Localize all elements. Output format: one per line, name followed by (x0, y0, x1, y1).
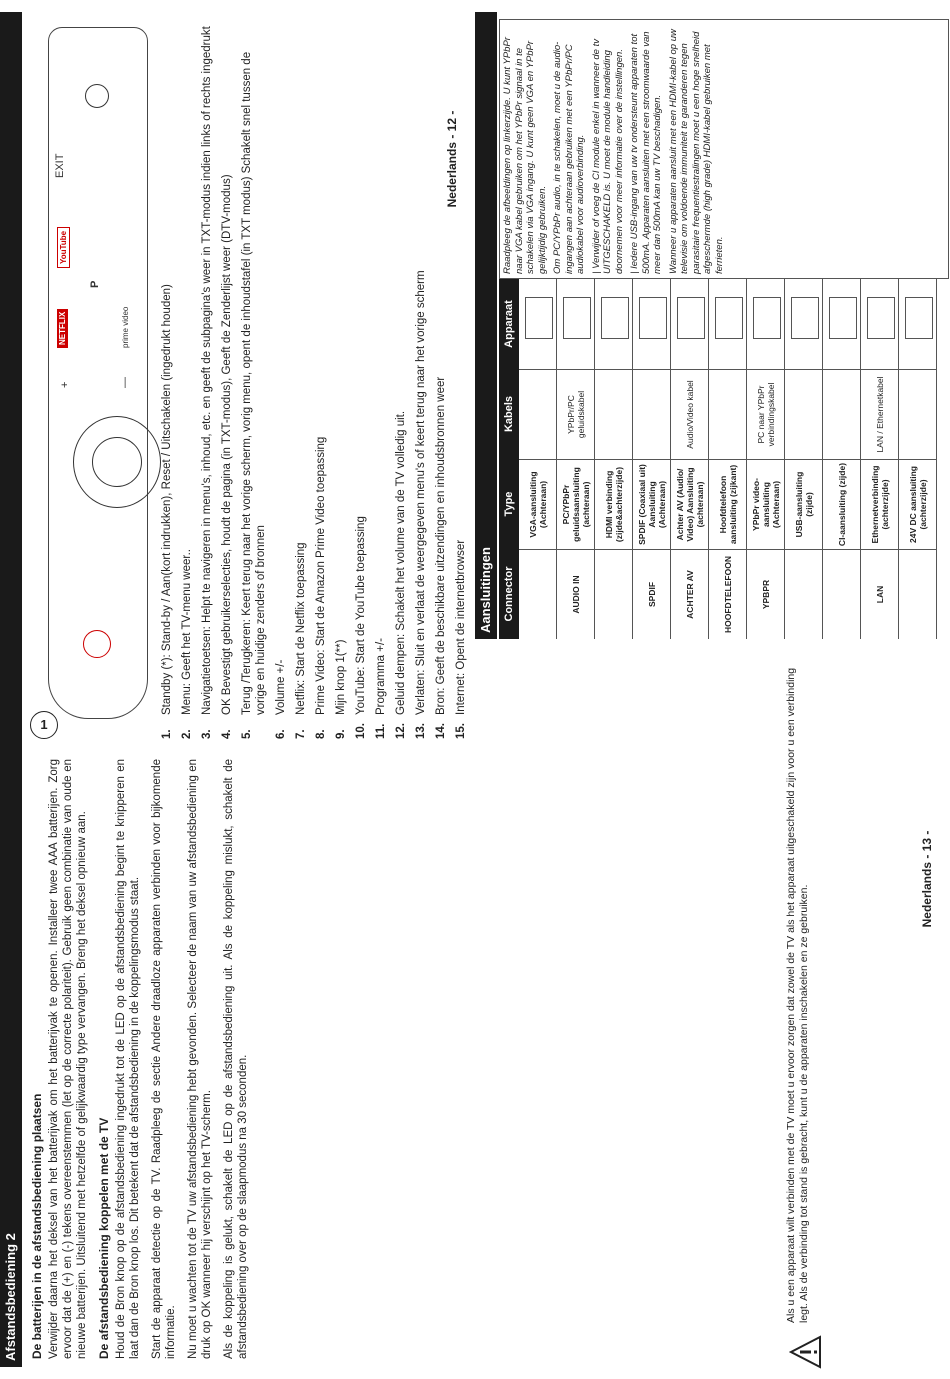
power-icon (83, 630, 111, 658)
table-cell-cable (633, 369, 671, 459)
table-cell-cable: Audio/Video kabel (671, 369, 709, 459)
warning-text: Als u een apparaat wilt verbinden met de TV moet u ervoor zorgen dat zowel de TV als het apparaat uitgeschakeld zijn voor u een verbinding legt. Als de verbinding tot stand is gebracht, kunt u de apparaten inschakelen en ze gebruiken. (785, 667, 810, 1323)
netflix-button: NETFLIX (57, 309, 68, 348)
table-cell-type: USB-aansluiting (zijde) (785, 459, 823, 549)
table-cell-cable: PC naar YPbPr verbindingskabel (747, 369, 785, 459)
device-image (715, 297, 743, 339)
table-row (709, 279, 747, 639)
table-cell-connector: AUDIO IN (557, 549, 595, 639)
table-cell-cable (709, 369, 747, 459)
column-header: Kabels (503, 395, 515, 433)
ok-button (92, 437, 142, 487)
connections-grid (499, 9, 949, 639)
list-item: 9. Mijn knop 1(**) (335, 639, 347, 739)
list-item: 14. Bron: Geeft de beschikbare uitzendingen en inhoudsbronnen weer (435, 376, 447, 739)
list-item: 13. Verlaten: Sluit en verlaat de weergegeven menu's of keert terug naar het vorige scherm (415, 270, 427, 739)
table-cell-type: YPbPr video-aansluiting (Achteraan) (747, 459, 785, 549)
table-cell-type: Ethernetverbinding (achterzijde) (861, 459, 899, 549)
table-cell-cable (595, 369, 633, 459)
table-row (595, 279, 633, 639)
pairing-p2: Start de apparaat detectie op de TV. Raadpleeg de sectie Andere draadloze apparaten verbinden voor bijkomende informatie. (151, 759, 177, 1359)
instructions (30, 759, 258, 1359)
column-header: Connector (503, 566, 515, 622)
table-cell-cable: YPbPr/PC geluidskabel (557, 369, 595, 459)
list-item: 4. OK Bevestigt gebruikerselecties, houdt de pagina (in TXT-modus), Geeft de Zenderlijst weer (DTV-modus) (221, 174, 233, 739)
device-image (867, 297, 895, 339)
table-cell-cable (823, 369, 861, 459)
table-cell-connector: SPDIF (633, 549, 671, 639)
left-footer: Nederlands - 12 - (445, 110, 459, 208)
table-row (861, 279, 899, 639)
table-cell-connector (899, 549, 937, 639)
device-image (905, 297, 933, 339)
device-image (677, 297, 705, 339)
table-row (823, 279, 861, 639)
right-page (475, 0, 950, 1379)
table-row (747, 279, 785, 639)
table-row (633, 279, 671, 639)
batteries-text: Verwijder daarna het deksel van het batterijvak om het batterijvak te openen. Installeer twee AAA batterijen. Zorg ervoor dat de (+) en (-) tekens overeenstemmen (let op de correcte polariteit). Gebruik geen combinatie van oude en nieuwe batterijen. Uitsluitend met hetzelfde of gelijkwaardig type vervangen. Breng het deksel opnieuw aan. (48, 759, 88, 1359)
table-row (519, 279, 557, 639)
table-cell-cable (899, 369, 937, 459)
table-cell-type: Hoofdtelefoon aansluiting (zijkant) (709, 459, 747, 549)
description-paragraph: Om PC/YPbPr audio, in te schakelen, moet u de audio-ingangen aan achteraan gebruiken met een YPbPr/PC audiokabel voor audioverbinding. (552, 41, 586, 274)
description-paragraph: | Iedere USB-ingang van uw tv ondersteunt apparaten tot 500mA. Apparaten aansluiten met een stroomwaarde van meer dan 500mA kan uw TV beschadigen. (629, 31, 663, 274)
exit-label: EXIT (54, 153, 66, 178)
table-cell-connector: LAN (861, 549, 899, 639)
pairing-p4: Als de koppeling is gelukt, schakelt de LED op de afstandsbediening uit. Als de koppeling mislukt, schakelt de afstandsbediening over op de slaapmodus na 30 seconden. (223, 759, 249, 1359)
table-cell-connector (785, 549, 823, 639)
internet-icon (85, 84, 109, 108)
warning-icon (789, 1335, 823, 1369)
table-cell-connector (595, 549, 633, 639)
description-paragraph: Wanneer u apparaten aansluit met een HDMI-kabel op uw televisie om voldoende immuniteit te garanderen tegen parasitaire frequentiestralingen moet u een hoge snelheid afgeschermde (high grade) HDMI-kabel gebruiken met ferrieten. (667, 29, 725, 274)
column-header: Type (503, 491, 515, 517)
batteries-title: De batterijen in de afstandsbediening plaatsen (30, 1093, 44, 1359)
button-list (160, 19, 474, 739)
table-cell-connector (519, 549, 557, 639)
column-header: Apparaat (503, 300, 515, 348)
remote-header: Afstandsbediening 2 (0, 12, 22, 1367)
list-item: 2. Menu: Geeft het TV-menu weer.. (181, 549, 193, 739)
table-cell-cable: LAN / Ethernetkabel (861, 369, 899, 459)
list-item: 15. Internet: Opent de internetbrowser (455, 539, 467, 739)
table-row (671, 279, 709, 639)
table-cell-connector: HOOFDTELEFOON (709, 549, 747, 639)
table-cell-connector: ACHTER AV (671, 549, 709, 639)
description-paragraph: Raadpleeg de afbeeldingen op linkerzijde. U kunt YPbPr naar VGA kabel gebruiken om het YPbPr signaal in te schakelen via VGA ingang. U kunt geen VGA en YPbPr gelijktijdig gebruiken. (502, 37, 548, 274)
list-item: 12. Geluid dempen: Schakelt het volume van de TV volledig uit. (395, 410, 407, 739)
table-cell-type: VGA-aansluiting (Achteraan) (519, 459, 557, 549)
description-paragraph: | Verwijder of voeg de CI module enkel in wanneer de tv UITGESCHAKELD is. U moet de module handleiding doornemen voor meer informatie over de instellingen. (590, 39, 625, 274)
list-item: 3. Navigatietoetsen: Helpt te navigeren in menu's, inhoud, etc. en geeft de subpagina's weer in TXT-modus indien links of rechts ingedrukt (201, 26, 213, 739)
device-image (639, 297, 667, 339)
list-item: 1. Standby (*): Stand-by / Aan(kort indrukken), Reset / Uitschakelen (ingedrukt houden) (161, 284, 173, 739)
youtube-button: YouTube (57, 227, 70, 268)
prime-button: prime video (121, 306, 130, 348)
connections-table-header (499, 279, 519, 639)
right-footer: Nederlands - 13 - (920, 830, 934, 928)
pairing-title: De afstandsbediening koppelen met de TV (97, 1117, 111, 1359)
table-cell-type: PC/YPbPr geluidsaansluiting (achteraan) (557, 459, 595, 549)
table-cell-cable (519, 369, 557, 459)
list-item: 11. Programma +/- (375, 637, 387, 739)
remote-body (48, 27, 148, 719)
device-image (753, 297, 781, 339)
device-image (791, 297, 819, 339)
table-row (557, 279, 595, 639)
pairing-p3: Nu moet u wachten tot de TV uw afstandsbediening hebt gevonden. Selecteer de naam van uw afstandsbediening en druk op OK wanneer hij verschijnt op het TV-scherm. (187, 759, 213, 1359)
list-item: 6. Volume +/- (275, 659, 287, 739)
device-image (525, 297, 553, 339)
connections-header: Aansluitingen (475, 12, 497, 639)
pairing-p1: Houd de Bron knop op de afstandsbediening ingedrukt tot de LED op de afstandsbediening begint te knipperen en laat dan de Bron knop los. Dit betekent dat de afstandsbediening in de koppelingsmodus staat. (115, 759, 141, 1359)
description-column (499, 19, 949, 279)
table-cell-type: HDMI verbinding (zijde&achterzijde) (595, 459, 633, 549)
nav-wheel (73, 416, 161, 508)
table-cell-connector: YPBPR (747, 549, 785, 639)
table-cell-connector (823, 549, 861, 639)
list-item: 5. Terug /Terugkeren: Keert terug naar het vorige scherm, vorig menu, opent de inhoudstafel (in TXT modus) Schakelt snel tussen de vorige en huidige zenders of bronnen (241, 51, 267, 739)
program-label: P (89, 280, 101, 288)
table-cell-type: 24V DC aansluiting (achterzijde) (899, 459, 937, 549)
table-cell-cable (785, 369, 823, 459)
list-item: 8. Prime Video: Start de Amazon Prime Video toepassing (315, 436, 327, 739)
warning-box (785, 659, 811, 1359)
device-image (601, 297, 629, 339)
list-item: 10. YouTube: Start de YouTube toepassing (355, 516, 367, 739)
table-row (899, 279, 937, 639)
remote-illustration (30, 19, 160, 739)
device-image (829, 297, 857, 339)
table-row (785, 279, 823, 639)
volume-plus: + (59, 381, 71, 388)
list-item: 7. Netflix: Start de Netflix toepassing (295, 542, 307, 739)
table-cell-type: SPDIF (Coaxiaal uit) Aansluiting (Achteraan) (633, 459, 671, 549)
callout-1: 1 (30, 711, 58, 739)
volume-minus: — (119, 377, 131, 388)
table-cell-type: Achter AV (Audio/ Video) Aansluiting (achteraan) (671, 459, 709, 549)
device-image (563, 297, 591, 339)
table-cell-type: CI-aansluiting (zijde) (823, 459, 861, 549)
